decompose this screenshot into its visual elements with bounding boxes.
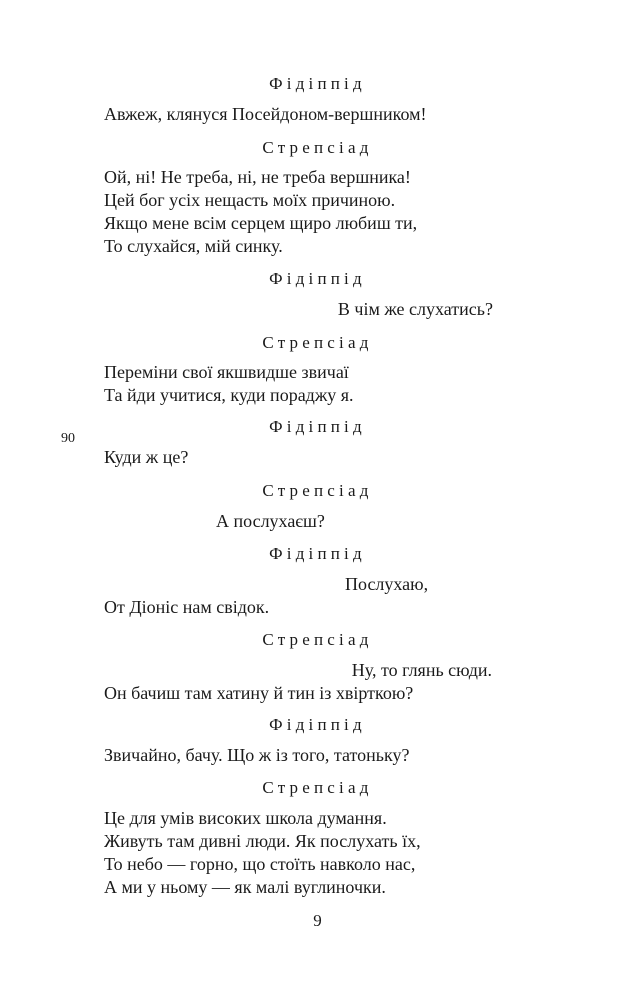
speaker-name: Стрепсіад xyxy=(262,138,373,157)
speaker-name: Фідіппід xyxy=(269,715,366,734)
speaker-name: Стрепсіад xyxy=(262,333,373,352)
page-number: 9 xyxy=(313,911,322,930)
verse-line: Переміни свої якшвидше звичаї xyxy=(104,362,349,382)
speaker-name: Фідіппід xyxy=(269,269,366,288)
verse-line: Он бачиш там хатину й тин із хвірткою? xyxy=(104,683,414,703)
speaker-name: Фідіппід xyxy=(269,417,366,436)
verse-line: Авжеж, клянуся Посейдоном-вершником! xyxy=(104,104,427,124)
verse-line: Ну, то глянь сюди. xyxy=(351,660,492,680)
speaker-name: Фідіппід xyxy=(269,544,366,563)
verse-line: Живуть там дивні люди. Як послухать їх, xyxy=(104,831,421,851)
verse-line: Цей бог усіх нещасть моїх причиною. xyxy=(104,190,396,210)
verse-line: Та йди учитися, куди пораджу я. xyxy=(104,385,354,405)
speaker-name: Стрепсіад xyxy=(262,630,373,649)
verse-line: А ми у ньому — як малі вуглиночки. xyxy=(104,877,386,897)
line-number: 90 xyxy=(61,431,75,446)
verse-line: От Діоніс нам свідок. xyxy=(104,597,270,617)
speaker-name: Фідіппід xyxy=(269,74,366,93)
verse-line: Ой, ні! Не треба, ні, не треба вершника! xyxy=(104,167,411,187)
verse-line: Це для умів високих школа думання. xyxy=(104,808,387,828)
verse-line: То небо — горно, що стоїть навколо нас, xyxy=(104,854,416,874)
verse-line: Послухаю, xyxy=(345,574,429,594)
speaker-name: Стрепсіад xyxy=(262,778,373,797)
verse-line: А послухаєш? xyxy=(216,511,325,531)
verse-line: Куди ж це? xyxy=(104,447,189,467)
verse-line: В чім же слухатись? xyxy=(337,299,493,319)
speaker-name: Стрепсіад xyxy=(262,481,373,500)
verse-line: Звичайно, бачу. Що ж із того, татоньку? xyxy=(104,745,410,765)
verse-line: Якщо мене всім серцем щиро любиш ти, xyxy=(104,213,418,233)
verse-line: То слухайся, мій синку. xyxy=(104,236,283,256)
